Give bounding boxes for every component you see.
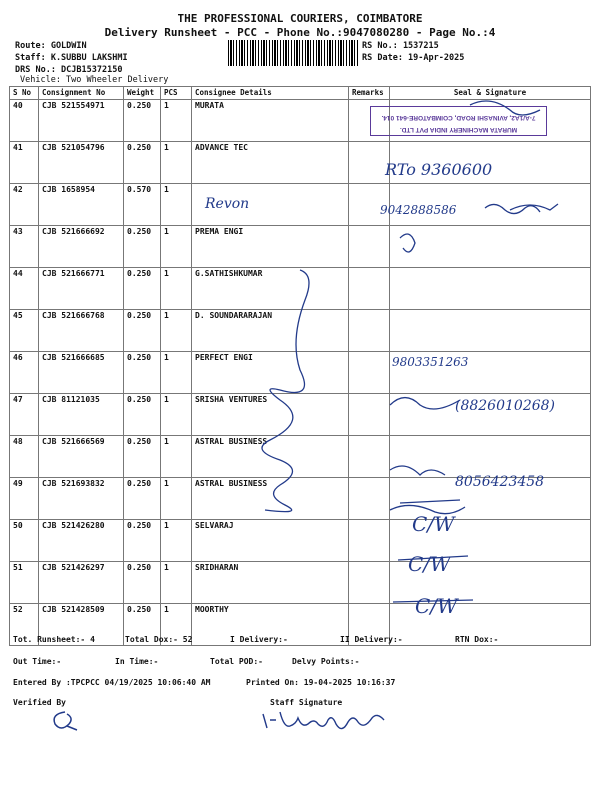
cell-pcs: 1 [161, 184, 192, 226]
total-dox: Total Dox:- 52 [125, 635, 193, 644]
cell-sno: 51 [10, 562, 39, 604]
cell-sno: 47 [10, 394, 39, 436]
col-remarks: Remarks [349, 87, 390, 100]
handwriting-clw-1: C/W [412, 512, 455, 536]
runsheet-subtitle: Delivery Runsheet - PCC - Phone No.:9047080280 - Page No.:4 [104, 26, 496, 39]
cell-sno: 40 [10, 100, 39, 142]
cell-sno: 41 [10, 142, 39, 184]
cell-sno: 50 [10, 520, 39, 562]
cell-weight: 0.250 [124, 310, 161, 352]
cell-sno: 52 [10, 604, 39, 646]
cell-consignee: SRIDHARAN [192, 562, 349, 604]
staff-label: Staff: K.SUBBU LAKSHMI [15, 53, 128, 63]
cell-consignment: CJB 521554971 [39, 100, 124, 142]
handwriting-row42-phone: 9042888586 [380, 203, 457, 217]
cell-pcs: 1 [161, 352, 192, 394]
cell-weight: 0.250 [124, 100, 161, 142]
cell-weight: 0.250 [124, 520, 161, 562]
cell-consignment: CJB 521666685 [39, 352, 124, 394]
printed-on: Printed On: 19-04-2025 10:16:37 [246, 678, 396, 687]
cell-consignment: CJB 1658954 [39, 184, 124, 226]
delivery-points: Delvy Points:- [292, 657, 360, 666]
rs-date: RS Date: 19-Apr-2025 [362, 53, 465, 63]
handwriting-row46: 9803351263 [392, 355, 469, 369]
cell-pcs: 1 [161, 478, 192, 520]
col-seal-signature: Seal & Signature [390, 87, 591, 100]
cell-consignment: CJB 521426297 [39, 562, 124, 604]
cell-consignee: G.SATHISHKUMAR [192, 268, 349, 310]
ii-delivery: II Delivery:- [340, 635, 403, 644]
col-pcs: PCS [161, 87, 192, 100]
staff-signature-label: Staff Signature [270, 698, 343, 707]
cell-weight: 0.250 [124, 352, 161, 394]
col-weight: Weight [124, 87, 161, 100]
cell-consignee: PREMA ENGI [192, 226, 349, 268]
cell-consignment: CJB 521054796 [39, 142, 124, 184]
cell-sno: 43 [10, 226, 39, 268]
cell-weight: 0.250 [124, 226, 161, 268]
handwriting-revon: Revon [205, 196, 250, 212]
signature-scribbles [360, 90, 590, 630]
cell-pcs: 1 [161, 436, 192, 478]
handwriting-row41: RTo 9360600 [385, 160, 493, 179]
cell-weight: 0.250 [124, 436, 161, 478]
out-time: Out Time:- [13, 657, 62, 666]
cell-consignee: MOORTHY [192, 604, 349, 646]
in-time: In Time:- [115, 657, 159, 666]
col-consignee: Consignee Details [192, 87, 349, 100]
drs-label: DRS No.: DCJB15372150 [15, 65, 123, 75]
cell-pcs: 1 [161, 394, 192, 436]
cell-sno: 42 [10, 184, 39, 226]
cell-pcs: 1 [161, 142, 192, 184]
cell-sno: 48 [10, 436, 39, 478]
cell-pcs: 1 [161, 604, 192, 646]
cell-consignment: CJB 521426280 [39, 520, 124, 562]
cell-weight: 0.250 [124, 142, 161, 184]
cell-consignee: MURATA [192, 100, 349, 142]
cell-consignee: ASTRAL BUSINESS [192, 436, 349, 478]
cell-consignment: CJB 521666771 [39, 268, 124, 310]
cell-consignee: ASTRAL BUSINESS [192, 478, 349, 520]
i-delivery: I Delivery:- [230, 635, 288, 644]
cell-pcs: 1 [161, 520, 192, 562]
cell-consignee: SRISHA VENTURES [192, 394, 349, 436]
col-consignment: Consignment No [39, 87, 124, 100]
cell-weight: 0.570 [124, 184, 161, 226]
vehicle-label: Vehicle: Two Wheeler Delivery [20, 75, 169, 85]
verified-by: Verified By [13, 698, 66, 707]
total-runsheet: Tot. Runsheet:- 4 [13, 635, 95, 644]
cell-consignee: ADVANCE TEC [192, 142, 349, 184]
handwriting-clw-2: C/W [408, 552, 451, 576]
staff-signature [258, 702, 398, 734]
rtn-dox: RTN Dox:- [455, 635, 499, 644]
rs-number: RS No.: 1537215 [362, 41, 439, 51]
route-label: Route: GOLDWIN [15, 41, 87, 51]
handwriting-row49: 8056423458 [455, 474, 545, 490]
cell-weight: 0.250 [124, 604, 161, 646]
bracket-scribble [255, 265, 325, 515]
cell-consignee: D. SOUNDARARAJAN [192, 310, 349, 352]
cell-weight: 0.250 [124, 562, 161, 604]
cell-consignment: CJB 521666768 [39, 310, 124, 352]
stamp-line2: 7-A/1A2, AVINASHI ROAD, COIMBATORE-641 014. [381, 114, 536, 121]
cell-consignment: CJB 521693832 [39, 478, 124, 520]
total-pod: Total POD:- [210, 657, 263, 666]
cell-pcs: 1 [161, 100, 192, 142]
cell-pcs: 1 [161, 310, 192, 352]
cell-weight: 0.250 [124, 268, 161, 310]
cell-pcs: 1 [161, 268, 192, 310]
cell-pcs: 1 [161, 562, 192, 604]
cell-sno: 44 [10, 268, 39, 310]
barcode [228, 40, 358, 66]
handwriting-clw-3: C/W [415, 594, 458, 618]
cell-pcs: 1 [161, 226, 192, 268]
col-sno: S No [10, 87, 39, 100]
cell-sno: 49 [10, 478, 39, 520]
cell-weight: 0.250 [124, 478, 161, 520]
stamp-line1: MURATA MACHINERY INDIA PVT LTD. [399, 126, 518, 133]
cell-consignee: PERFECT ENGI [192, 352, 349, 394]
cell-consignment: CJB 521428509 [39, 604, 124, 646]
cell-consignee: SELVARAJ [192, 520, 349, 562]
cell-weight: 0.250 [124, 394, 161, 436]
cell-sno: 46 [10, 352, 39, 394]
cell-sno: 45 [10, 310, 39, 352]
entered-by: Entered By :TPCPCC 04/19/2025 10:06:40 AM [13, 678, 211, 687]
cell-consignment: CJB 521666692 [39, 226, 124, 268]
company-title: THE PROFESSIONAL COURIERS, COIMBATORE [177, 12, 423, 25]
verifier-signature [45, 706, 85, 736]
cell-consignment: CJB 81121035 [39, 394, 124, 436]
handwriting-row47: (8826010268) [455, 398, 555, 414]
cell-consignment: CJB 521666569 [39, 436, 124, 478]
